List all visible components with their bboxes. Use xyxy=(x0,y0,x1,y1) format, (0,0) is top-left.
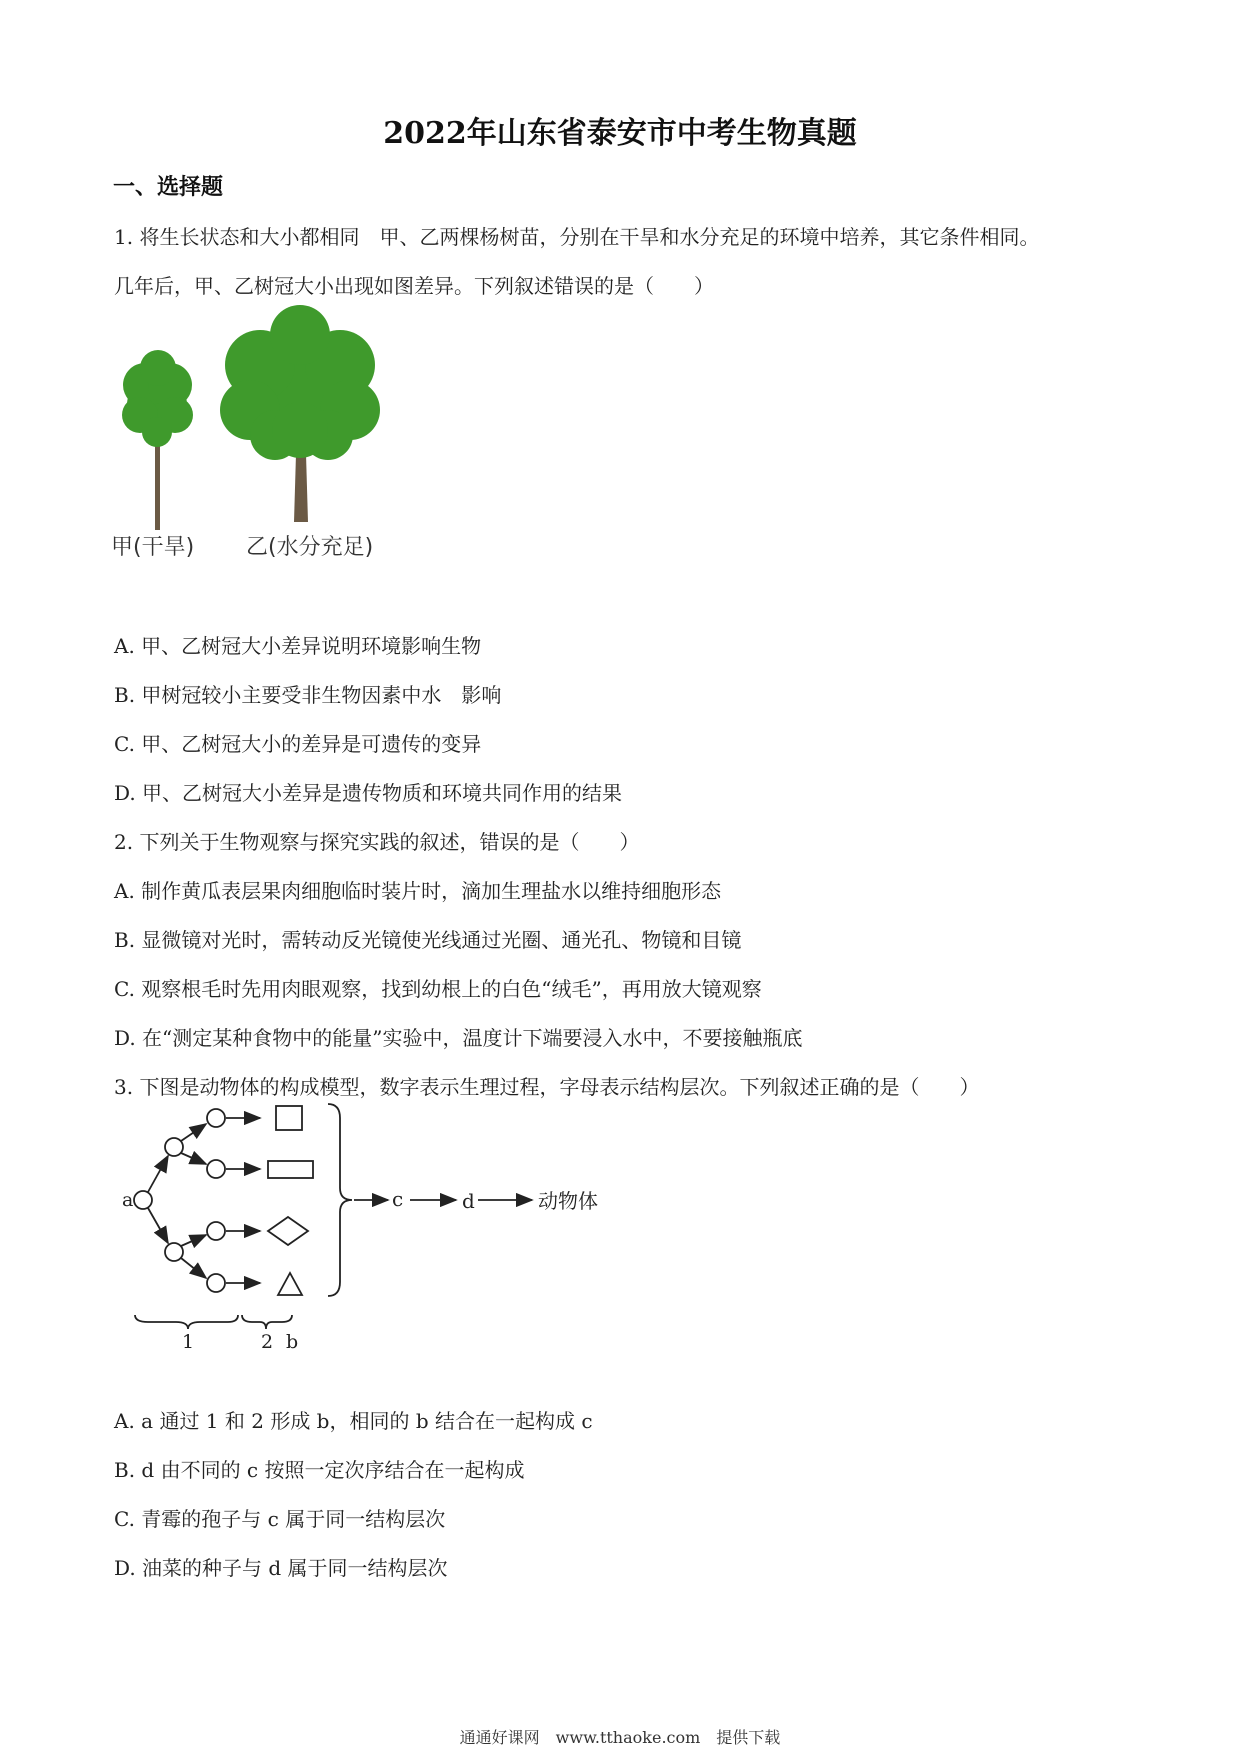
cell-a xyxy=(134,1191,152,1209)
q2-option-b: B. 显微镜对光时，需转动反光镜使光线通过光圈、通光孔、物镜和目镜 xyxy=(114,928,742,952)
q3-option-b: B. d 由不同的 c 按照一定次序结合在一起构成 xyxy=(114,1458,525,1482)
tree-jia-label: 甲(干旱) xyxy=(111,535,195,560)
q2-option-c: C. 观察根毛时先用肉眼观察，找到幼根上的白色“绒毛”，再用放大镜观察 xyxy=(114,977,762,1001)
q1-option-c: C. 甲、乙树冠大小的差异是可遗传的变异 xyxy=(114,732,482,756)
label-animal: 动物体 xyxy=(538,1189,598,1213)
label-d: d xyxy=(462,1189,475,1213)
cell-level1-bottom xyxy=(165,1243,183,1261)
tissue-rectangle xyxy=(268,1161,313,1178)
q1-option-b: B. 甲树冠较小主要受非生物因素中水 影响 xyxy=(114,683,502,707)
q3-option-c: C. 青霉的孢子与 c 属于同一结构层次 xyxy=(114,1507,446,1531)
section-heading: 一、选择题 xyxy=(113,174,224,200)
label-c: c xyxy=(392,1187,404,1211)
tree-yi-label: 乙(水分充足) xyxy=(246,535,374,560)
cell-level1-top xyxy=(165,1138,183,1156)
q3-option-a: A. a 通过 1 和 2 形成 b，相同的 b 结合在一起构成 c xyxy=(114,1409,593,1433)
label-process-1: 1 xyxy=(182,1331,195,1353)
q1-option-a: A. 甲、乙树冠大小差异说明环境影响生物 xyxy=(114,634,482,658)
q1-stem-line2: 几年后，甲、乙树冠大小出现如图差异。下列叙述错误的是（ ） xyxy=(114,274,714,298)
tree-yi-image xyxy=(220,305,380,522)
label-a: a xyxy=(122,1189,134,1211)
label-process-2: 2 xyxy=(261,1331,274,1353)
q2-option-d: D. 在“测定某种食物中的能量”实验中，温度计下端要浸入水中，不要接触瓶底 xyxy=(114,1026,803,1050)
page-title: 2022年山东省泰安市中考生物真题 xyxy=(383,116,857,151)
q1-tree-figure xyxy=(100,310,430,560)
q2-option-a: A. 制作黄瓜表层果肉细胞临时装片时，滴加生理盐水以维持细胞形态 xyxy=(114,879,722,903)
q3-option-d: D. 油菜的种子与 d 属于同一结构层次 xyxy=(114,1556,448,1580)
q3-stem: 3. 下图是动物体的构成模型，数字表示生理过程，字母表示结构层次。下列叙述正确的是（ ） xyxy=(114,1075,980,1099)
cell-level2-4 xyxy=(207,1274,225,1292)
footer-source: 通通好课网 www.tthaoke.com 提供下载 xyxy=(459,1728,781,1747)
q1-stem-line1: 1. 将生长状态和大小都相同 甲、乙两棵杨树苗，分别在干旱和水分充足的环境中培养，其它条件相同。 xyxy=(114,225,1040,249)
cell-level2-2 xyxy=(207,1160,225,1178)
tissue-square xyxy=(276,1106,302,1130)
tissue-triangle xyxy=(278,1273,302,1295)
tissue-diamond xyxy=(268,1217,308,1245)
q1-option-d: D. 甲、乙树冠大小差异是遗传物质和环境共同作用的结果 xyxy=(114,781,623,805)
q3-structure-diagram xyxy=(100,1100,660,1353)
tree-jia-image xyxy=(122,350,193,530)
label-b: b xyxy=(286,1331,299,1353)
cell-level2-1 xyxy=(207,1109,225,1127)
cell-level2-3 xyxy=(207,1222,225,1240)
q2-stem: 2. 下列关于生物观察与探究实践的叙述，错误的是（ ） xyxy=(114,830,640,854)
